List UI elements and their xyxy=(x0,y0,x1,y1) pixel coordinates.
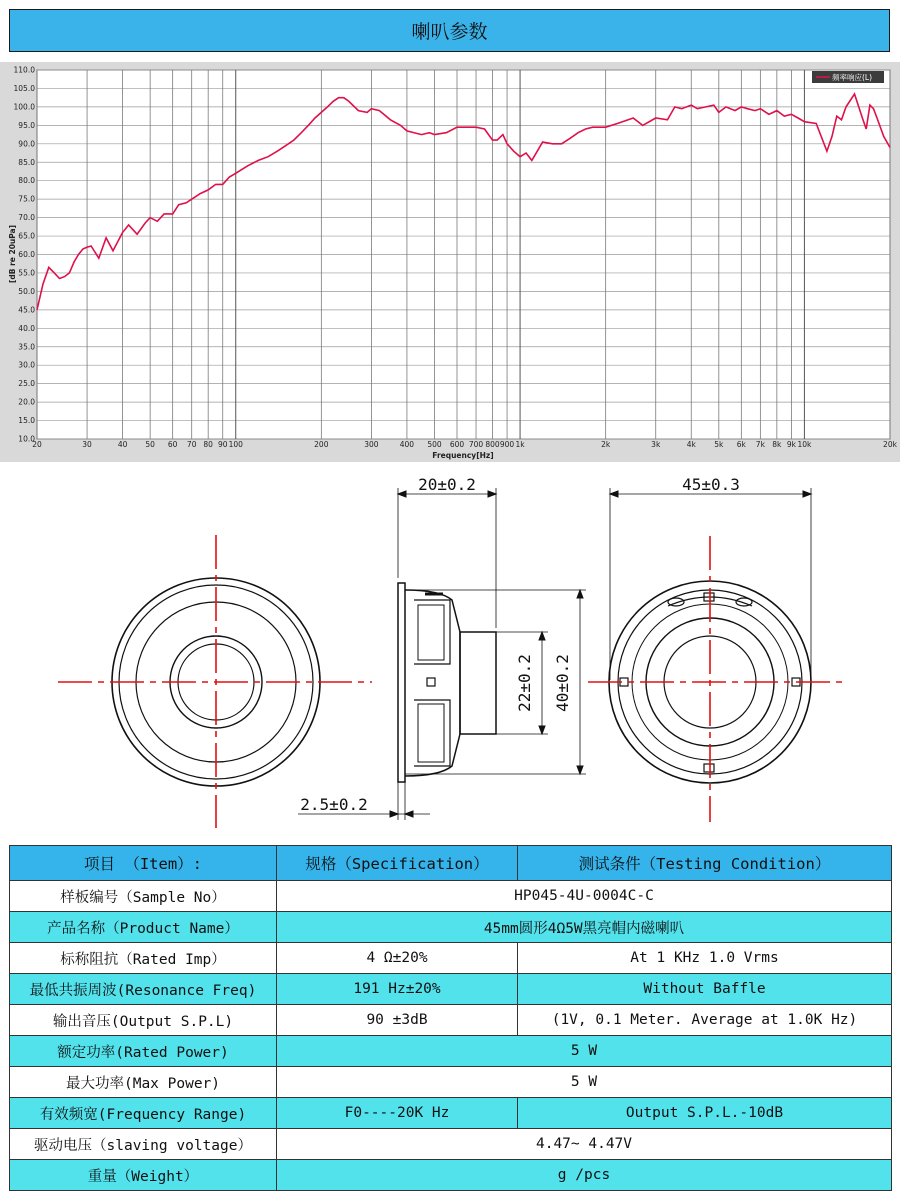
row-item: 重量（Weight） xyxy=(10,1160,277,1191)
header-spec: 规格（Specification） xyxy=(277,846,518,881)
row-item: 额定功率(Rated Power) xyxy=(10,1036,277,1067)
table-row xyxy=(10,1005,892,1036)
y-tick-label: 100.0 xyxy=(13,102,35,112)
row-spec: HP045-4U-0004C-C xyxy=(277,881,892,912)
row-item: 驱动电压（slaving voltage） xyxy=(10,1129,277,1160)
row-spec: g /pcs xyxy=(277,1160,892,1191)
y-tick-label: 55.0 xyxy=(18,268,35,278)
x-tick-label: 40 xyxy=(117,440,128,449)
x-tick-label: 20 xyxy=(32,440,42,449)
x-tick-label: 800 xyxy=(485,440,500,449)
front-view xyxy=(58,535,372,828)
y-tick-label: 15.0 xyxy=(18,416,35,426)
dim-depth: 20±0.2 xyxy=(418,475,476,494)
back-view xyxy=(588,488,842,822)
y-tick-label: 25.0 xyxy=(18,379,35,389)
row-spec: 4.47~ 4.47V xyxy=(277,1129,892,1160)
table-row xyxy=(10,974,892,1005)
row-spec: 4 Ω±20% xyxy=(277,943,518,974)
x-tick-label: 60 xyxy=(167,440,178,449)
side-view xyxy=(298,488,586,820)
table-row xyxy=(10,1129,892,1160)
speaker-drawing xyxy=(0,470,900,840)
x-tick-label: 8k xyxy=(772,440,782,449)
x-tick-label: 4k xyxy=(686,440,696,449)
x-tick-label: 50 xyxy=(145,440,155,449)
x-tick-label: 1k xyxy=(515,440,525,449)
table-row xyxy=(10,912,892,943)
row-spec: 191 Hz±20% xyxy=(277,974,518,1005)
page-title: 喇叭参数 xyxy=(9,9,890,52)
row-item: 输出音压(Output S.P.L) xyxy=(10,1005,277,1036)
spec-table xyxy=(9,845,892,1191)
row-item: 有效频宽(Frequency Range) xyxy=(10,1098,277,1129)
y-tick-label: 10.0 xyxy=(18,434,35,444)
y-tick-label: 105.0 xyxy=(13,83,35,93)
header-item: 项目 （Item）: xyxy=(10,846,277,881)
x-tick-label: 400 xyxy=(399,440,415,449)
grid xyxy=(37,70,890,439)
dim-diameter-inner: 40±0.2 xyxy=(553,654,572,712)
x-tick-label: 7k xyxy=(755,440,765,449)
dim-magnet: 22±0.2 xyxy=(515,654,534,712)
y-tick-label: 65.0 xyxy=(18,231,35,241)
x-tick-label: 200 xyxy=(314,440,329,449)
y-tick-label: 95.0 xyxy=(18,120,35,130)
row-item: 产品名称（Product Name） xyxy=(10,912,277,943)
x-tick-label: 90 xyxy=(217,440,228,449)
x-tick-label: 500 xyxy=(427,440,442,449)
y-tick-label: 50.0 xyxy=(18,286,35,296)
row-condition: At 1 KHz 1.0 Vrms xyxy=(518,943,892,974)
y-tick-label: 80.0 xyxy=(18,176,35,186)
x-tick-label: 20k xyxy=(883,440,897,449)
table-row xyxy=(10,1160,892,1191)
row-item: 标称阻抗（Rated Imp） xyxy=(10,943,277,974)
x-tick-label: 700 xyxy=(468,440,484,449)
row-spec: 90 ±3dB xyxy=(277,1005,518,1036)
x-tick-label: 30 xyxy=(82,440,92,449)
y-tick-label: 90.0 xyxy=(18,139,35,149)
table-row xyxy=(10,881,892,912)
x-tick-label: 5k xyxy=(714,440,724,449)
dim-flange: 2.5±0.2 xyxy=(300,795,368,814)
row-spec: 5 W xyxy=(277,1067,892,1098)
y-axis-label: [dB re 20uPa] xyxy=(8,224,17,284)
x-tick-label: 900 xyxy=(499,440,515,449)
table-row xyxy=(10,1098,892,1129)
legend xyxy=(812,71,884,83)
x-tick-label: 9k xyxy=(786,440,796,449)
x-tick-label: 300 xyxy=(364,440,379,449)
x-tick-label: 10k xyxy=(797,440,812,449)
y-tick-label: 35.0 xyxy=(18,342,35,352)
y-tick-label: 110.0 xyxy=(13,65,35,75)
x-tick-label: 2k xyxy=(601,440,611,449)
table-row xyxy=(10,1036,892,1067)
x-tick-label: 100 xyxy=(228,440,243,449)
table-header-row xyxy=(10,846,892,881)
x-tick-label: 3k xyxy=(651,440,661,449)
y-tick-label: 30.0 xyxy=(18,360,35,370)
y-tick-label: 60.0 xyxy=(18,250,35,259)
row-item: 最大功率(Max Power) xyxy=(10,1067,277,1098)
x-tick-label: 600 xyxy=(449,440,465,449)
table-row xyxy=(10,943,892,974)
legend-label: 频率响应(L) xyxy=(832,73,873,82)
speaker-drawing-svg xyxy=(0,470,900,840)
header-condition: 测试条件（Testing Condition） xyxy=(518,846,892,881)
y-tick-label: 45.0 xyxy=(18,305,35,315)
row-spec: F0----20K Hz xyxy=(277,1098,518,1129)
row-condition: Output S.P.L.-10dB xyxy=(518,1098,892,1129)
y-tick-label: 70.0 xyxy=(18,213,35,223)
row-item: 最低共振周波(Resonance Freq) xyxy=(10,974,277,1005)
table-row xyxy=(10,1067,892,1098)
y-tick-label: 40.0 xyxy=(18,323,35,333)
y-tick-label: 75.0 xyxy=(18,194,35,204)
row-item: 样板编号（Sample No） xyxy=(10,881,277,912)
x-tick-label: 70 xyxy=(186,440,197,449)
y-tick-label: 85.0 xyxy=(18,157,35,167)
frequency-response-chart xyxy=(0,62,900,462)
row-spec: 5 W xyxy=(277,1036,892,1067)
x-tick-label: 6k xyxy=(736,440,746,449)
x-axis-label: Frequency[Hz] xyxy=(432,451,494,460)
row-condition: Without Baffle xyxy=(518,974,892,1005)
x-tick-label: 80 xyxy=(203,440,213,449)
row-condition: (1V, 0.1 Meter. Average at 1.0K Hz) xyxy=(518,1005,892,1036)
frequency-response-svg xyxy=(0,62,900,462)
y-tick-label: 20.0 xyxy=(18,397,35,407)
dim-diameter-outer: 45±0.3 xyxy=(682,475,740,494)
row-spec: 45mm圆形4Ω5W黑亮帽内磁喇叭 xyxy=(277,912,892,943)
